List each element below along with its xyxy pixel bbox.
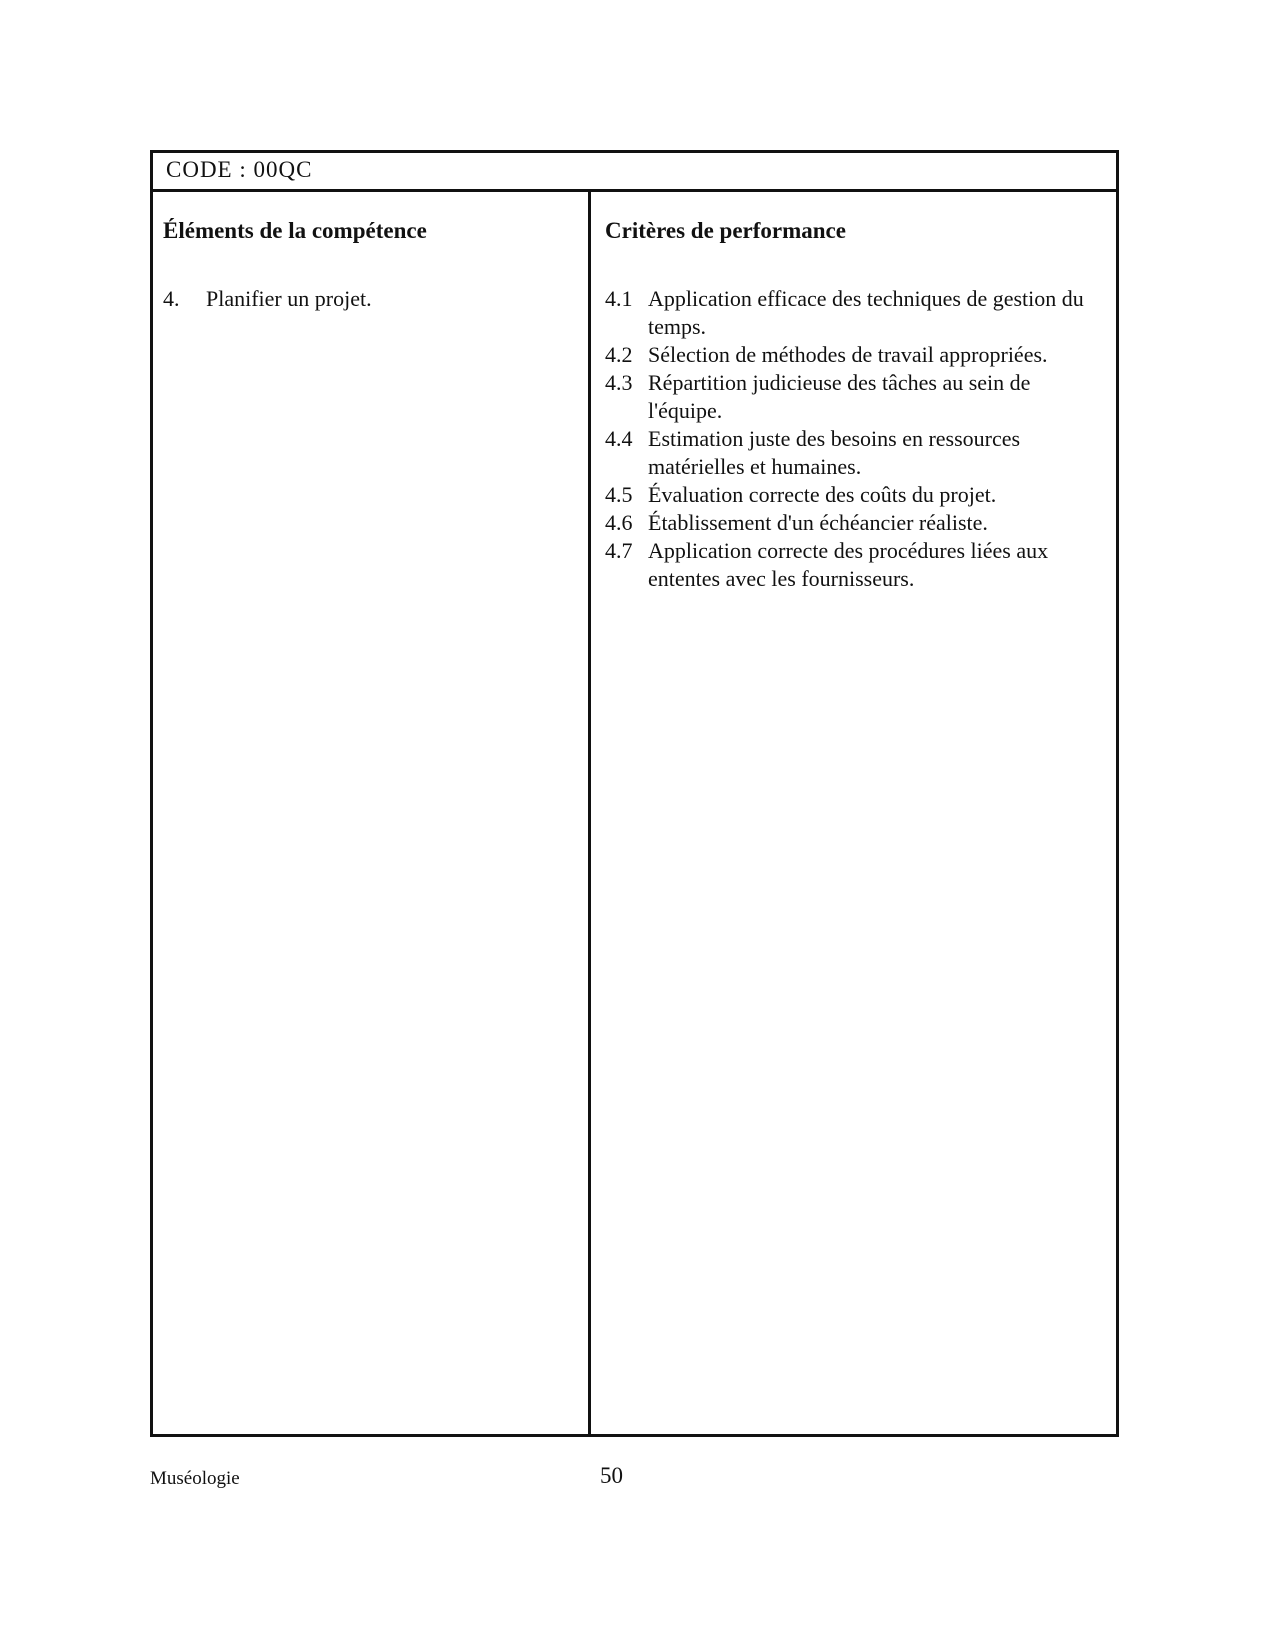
elements-heading: Éléments de la compétence xyxy=(163,218,427,243)
footer-program: Muséologie xyxy=(150,1468,240,1489)
criteria-item xyxy=(605,425,1095,481)
criteria-text: Répartition judicieuse des tâches au sein de l'équipe. xyxy=(648,370,1031,423)
criteria-item xyxy=(605,509,1095,537)
criteria-text: Application correcte des procédures liées aux ententes avec les fournisseurs. xyxy=(648,538,1049,591)
element-number: 4. xyxy=(163,286,180,311)
criteria-number: 4.5 xyxy=(605,482,633,507)
criteria-number: 4.6 xyxy=(605,510,633,535)
criteria-text: Établissement d'un échéancier réaliste. xyxy=(648,510,988,535)
criteria-list xyxy=(605,285,1095,593)
code-label: CODE : 00QC xyxy=(166,157,313,182)
criteria-number: 4.7 xyxy=(605,538,633,563)
element-text: Planifier un projet. xyxy=(206,286,372,311)
competence-table xyxy=(150,150,1119,1437)
criteria-number: 4.3 xyxy=(605,370,633,395)
criteria-number: 4.4 xyxy=(605,426,633,451)
criteria-item xyxy=(605,369,1095,425)
criteria-item xyxy=(605,537,1095,593)
code-row xyxy=(153,153,1116,192)
criteria-text: Évaluation correcte des coûts du projet. xyxy=(648,482,997,507)
criteria-number: 4.2 xyxy=(605,342,633,367)
criteria-text: Estimation juste des besoins en ressources matérielles et humaines. xyxy=(648,426,1021,479)
criteria-item xyxy=(605,341,1095,369)
criteria-item xyxy=(605,285,1095,341)
criteria-number: 4.1 xyxy=(605,286,633,311)
element-item xyxy=(163,285,372,313)
page-number: 50 xyxy=(600,1463,623,1488)
elements-column xyxy=(153,192,588,1434)
criteria-column xyxy=(591,192,1116,1434)
criteria-heading: Critères de performance xyxy=(605,218,846,243)
criteria-text: Application efficace des techniques de gestion du temps. xyxy=(648,286,1084,339)
criteria-text: Sélection de méthodes de travail appropriées. xyxy=(648,342,1048,367)
criteria-item xyxy=(605,481,1095,509)
